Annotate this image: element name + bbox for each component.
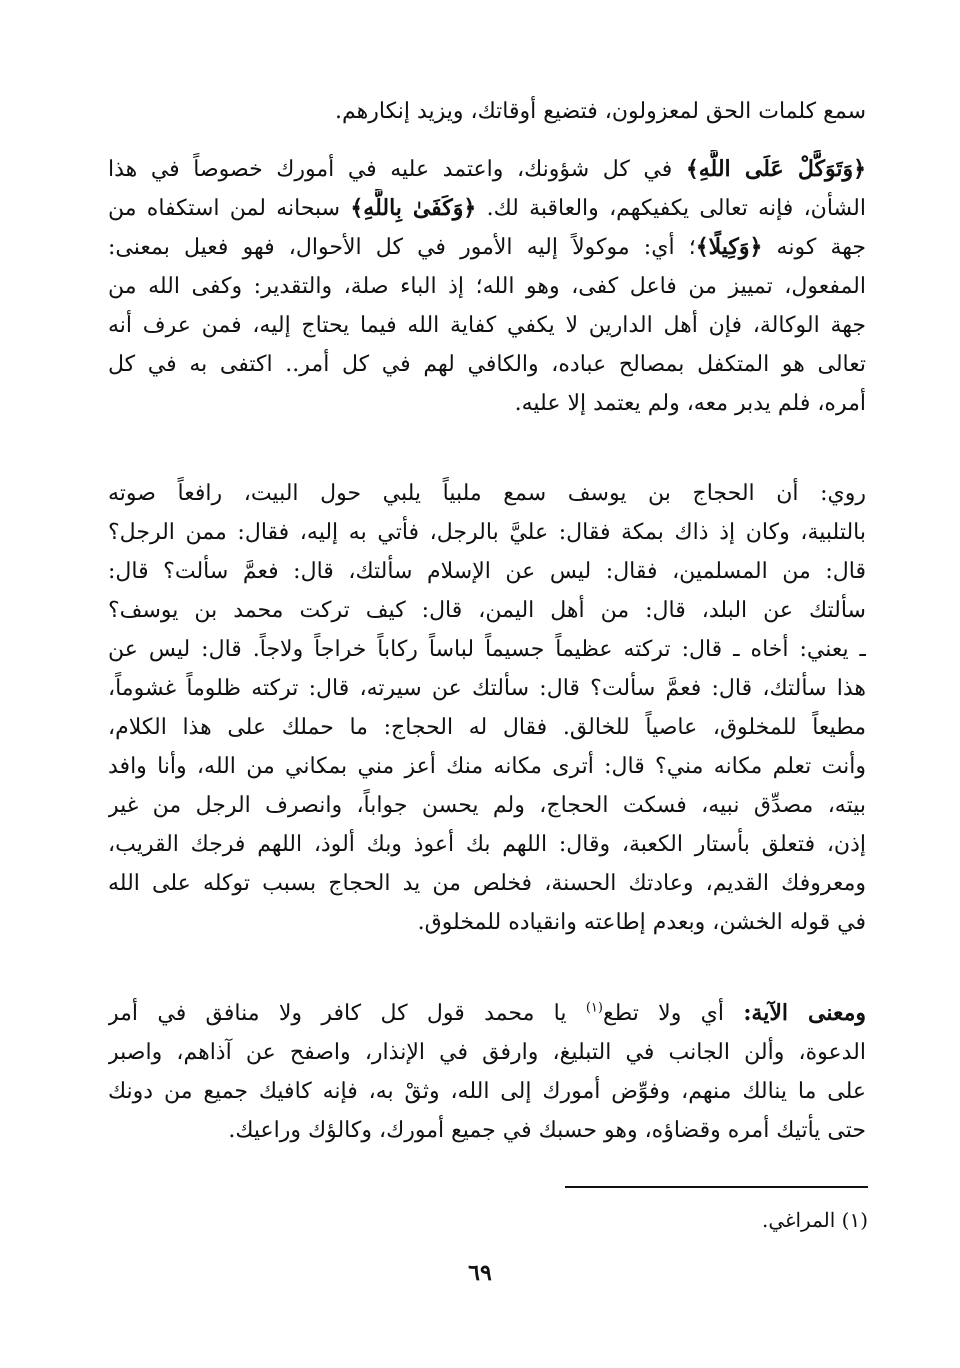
page-number: ٦٩ (468, 1260, 492, 1286)
footnote-divider (565, 1186, 868, 1188)
text-line: أمره، فلم يدبر معه، ولم يعتمد إلا عليه. (514, 391, 866, 416)
text-line: حتى يأتيك أمره وقضاؤه، وهو حسبك في جميع أمورك، وكالؤك وراعيك. (228, 1118, 866, 1143)
text-span: يا محمد قول كل كافر ولا منافق في أمر (108, 1001, 586, 1026)
text-span: جهة كونه (762, 235, 866, 260)
text-line: المفعول، تمييز من فاعل كفى، وهو الله؛ إذ الباء صلة، والتقدير: وكفى الله من (108, 274, 866, 299)
footnote: (١) المراغي. (761, 1208, 868, 1232)
text-line: مطيعاً للمخلوق، عاصياً للخالق. فقال له الحجاج: ما حملك على هذا الكلام، (108, 715, 866, 740)
text-line: جهة الوكالة، فإن أهل الدارين لا يكفي كفاية الله فيما يحتاج إليه، فمن عرف أنه (108, 313, 866, 338)
text-line: هذا سألتك، قال: فعمَّ سألت؟ قال: سألتك عن سيرته، قال: تركته ظلوماً غشوماً، (108, 676, 866, 701)
verse-meaning-heading: ومعنى الآية: (743, 1000, 866, 1026)
text-line: روي: أن الحجاج بن يوسف سمع ملبياً يلبي حول البيت، رافعاً صوته (108, 481, 866, 506)
text-line: سألتك عن البلد، قال: من أهل اليمن، قال: كيف تركت محمد بن يوسف؟ (108, 598, 866, 623)
text-span: الشأن، فإنه تعالى يكفيكهم، والعاقبة لك. (476, 196, 866, 221)
text-span: أي ولا تطع (602, 1001, 744, 1026)
quran-quote: ﴿وَتَوَكَّلْ عَلَى اللَّهِ﴾ (685, 156, 866, 182)
text-line: ومعروفك القديم، وعادتك الحسنة، فخلص من يد الحجاج بسبب توكله على الله (108, 871, 866, 896)
text-line: وأنت تعلم مكانه مني؟ قال: أترى مكانه منك أعز مني بمكاني من الله، وأنا وافد (108, 754, 866, 779)
quran-quote: ﴿وَكِيلًا﴾ (695, 234, 763, 260)
text-line: في قوله الخشن، وبعدم إطاعته وانقياده للمخلوق. (417, 910, 866, 935)
text-line: تعالى هو المتكفل بمصالح عباده، والكافي لهم في كل أمر.. اكتفى به في كل (108, 352, 866, 377)
text-span: سبحانه لمن استكفاه من (108, 196, 351, 221)
text-line: بالتلبية، وكان إذ ذاك بمكة فقال: عليَّ بالرجل، فأتي به إليه، فقال: ممن الرجل؟ (108, 520, 866, 545)
quran-quote: ﴿وَكَفَىٰ بِاللَّهِ﴾ (350, 195, 477, 221)
text-line: بيته، مصدِّق نبيه، فسكت الحجاج، ولم يحسن جواباً، وانصرف الرجل من غير (108, 793, 866, 818)
text-line (108, 994, 866, 1033)
text-span: ؛ أي: موكولاً إليه الأمور في كل الأحوال، فهو فعيل بمعنى: (108, 235, 696, 260)
paragraph-2 (108, 150, 866, 423)
paragraph-4 (108, 994, 866, 1150)
paragraph-3 (108, 474, 866, 942)
text-line (108, 150, 866, 189)
text-line: قال: من المسلمين، فقال: ليس عن الإسلام سألتك، قال: فعمَّ سألت؟ قال: (108, 559, 866, 584)
text-line: ـ يعني: أخاه ـ قال: تركته عظيماً جسيماً لباساً ركاباً خراجاً ولاجاً. قال: ليس عن (108, 637, 866, 662)
footnote-marker: (١) (585, 1000, 603, 1016)
text-line: الدعوة، وألن الجانب في التبليغ، وارفق في الإنذار، واصفح عن آذاهم، واصبر (108, 1040, 866, 1065)
text-line (108, 228, 866, 267)
text-span: في كل شؤونك، واعتمد عليه في أمورك خصوصاً في هذا (108, 157, 686, 182)
text-line: على ما ينالك منهم، وفوِّض أمورك إلى الله، وثقْ به، فإنه كافيك جميع من دونك (108, 1079, 866, 1104)
text-line: سمع كلمات الحق لمعزولون، فتضيع أوقاتك، ويزيد إنكارهم. (335, 99, 866, 124)
paragraph-1 (108, 92, 866, 131)
text-line: إذن، فتعلق بأستار الكعبة، وقال: اللهم بك أعوذ وبك ألوذ، اللهم فرجك القريب، (108, 832, 866, 857)
text-line (108, 189, 866, 228)
